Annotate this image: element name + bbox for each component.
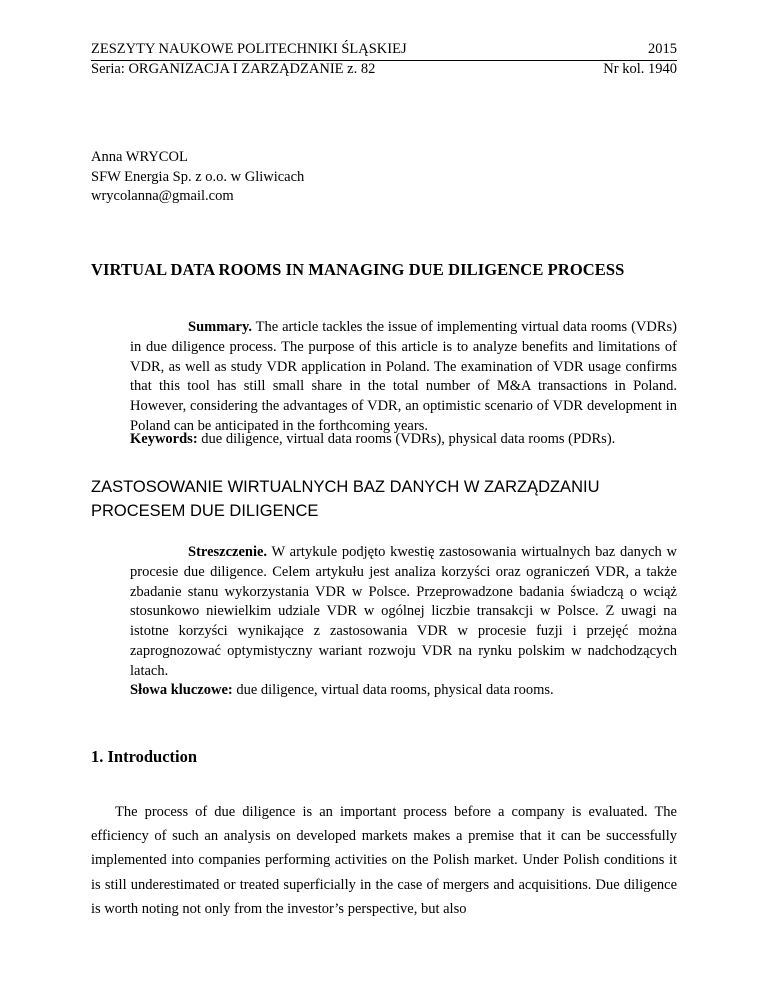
paper-title-polish: ZASTOSOWANIE WIRTUALNYCH BAZ DANYCH W ZARZĄDZANIU PROCESEM DUE DILIGENCE xyxy=(91,478,600,520)
header-rule xyxy=(91,60,677,61)
section-heading: 1. Introduction xyxy=(91,747,198,766)
slowa-kluczowe-label: Słowa kluczowe: xyxy=(130,682,233,698)
streszczenie-abstract xyxy=(130,543,677,682)
keywords-line xyxy=(130,430,615,450)
journal-name: ZESZYTY NAUKOWE POLITECHNIKI ŚLĄSKIEJ xyxy=(91,41,407,57)
slowa-kluczowe-text: due diligence, virtual data rooms, physical data rooms. xyxy=(232,682,554,698)
summary-label: Summary. xyxy=(188,319,253,335)
paper-title-english: VIRTUAL DATA ROOMS IN MANAGING DUE DILIGENCE PROCESS xyxy=(91,260,625,279)
keywords-text: due diligence, virtual data rooms (VDRs), physical data rooms (PDRs). xyxy=(197,431,616,447)
issue-number: Nr kol. 1940 xyxy=(603,61,677,77)
author-block xyxy=(91,148,304,207)
summary-abstract xyxy=(130,318,677,437)
keywords-label: Keywords: xyxy=(130,431,198,447)
author-name: Anna WRYCOL xyxy=(91,149,188,165)
streszczenie-text: W artykule podjęto kwestię zastosowania wirtualnych baz danych w procesie due diligence. Celem artykułu jest analiza korzyści oraz ograniczeń VDR, a także zbadanie stanu wykorzystania VDR w Polsce. Przeprowadzone badania świadczą o wciąż stosunkowo niewielkim udziale VDR w ogólnej liczbie transakcji w Polsce. Z uwagi na istotne korzyści wynikające z zastosowania VDR w procesie fuzji i przejęć można zaprognozować optymistyczny wariant rozwoju VDR na rynku polskim w nadchodzących latach. xyxy=(130,544,677,679)
author-affiliation: SFW Energia Sp. z o.o. w Gliwicach xyxy=(91,168,305,185)
author-email: wrycolanna@gmail.com xyxy=(91,188,234,204)
publication-year: 2015 xyxy=(648,41,677,57)
slowa-kluczowe-line xyxy=(130,681,554,701)
streszczenie-label: Streszczenie. xyxy=(188,544,268,560)
summary-text: The article tackles the issue of implementing virtual data rooms (VDRs) in due diligence process. The purpose of this article is to analyze benefits and limitations of VDR, as well as study VDR application in Poland. The examination of VDR usage confirms that this tool has still small share in the total number of M&A transactions in Poland. However, considering the advantages of VDR, an optimistic scenario of VDR development in Poland can be anticipated in the forthcoming years. xyxy=(130,319,677,434)
body-paragraph: The process of due diligence is an important process before a company is evaluated. The efficiency of such an analysis on developed markets makes a premise that it can be successfully implemented into companies performing activities on the Polish market. Under Polish conditions it is still underestimated or treated superficially in the case of mergers and acquisitions. Due diligence is worth noting not only from the investor’s perspective, but also xyxy=(91,804,677,917)
series-name: Seria: ORGANIZACJA I ZARZĄDZANIE z. 82 xyxy=(91,61,376,77)
